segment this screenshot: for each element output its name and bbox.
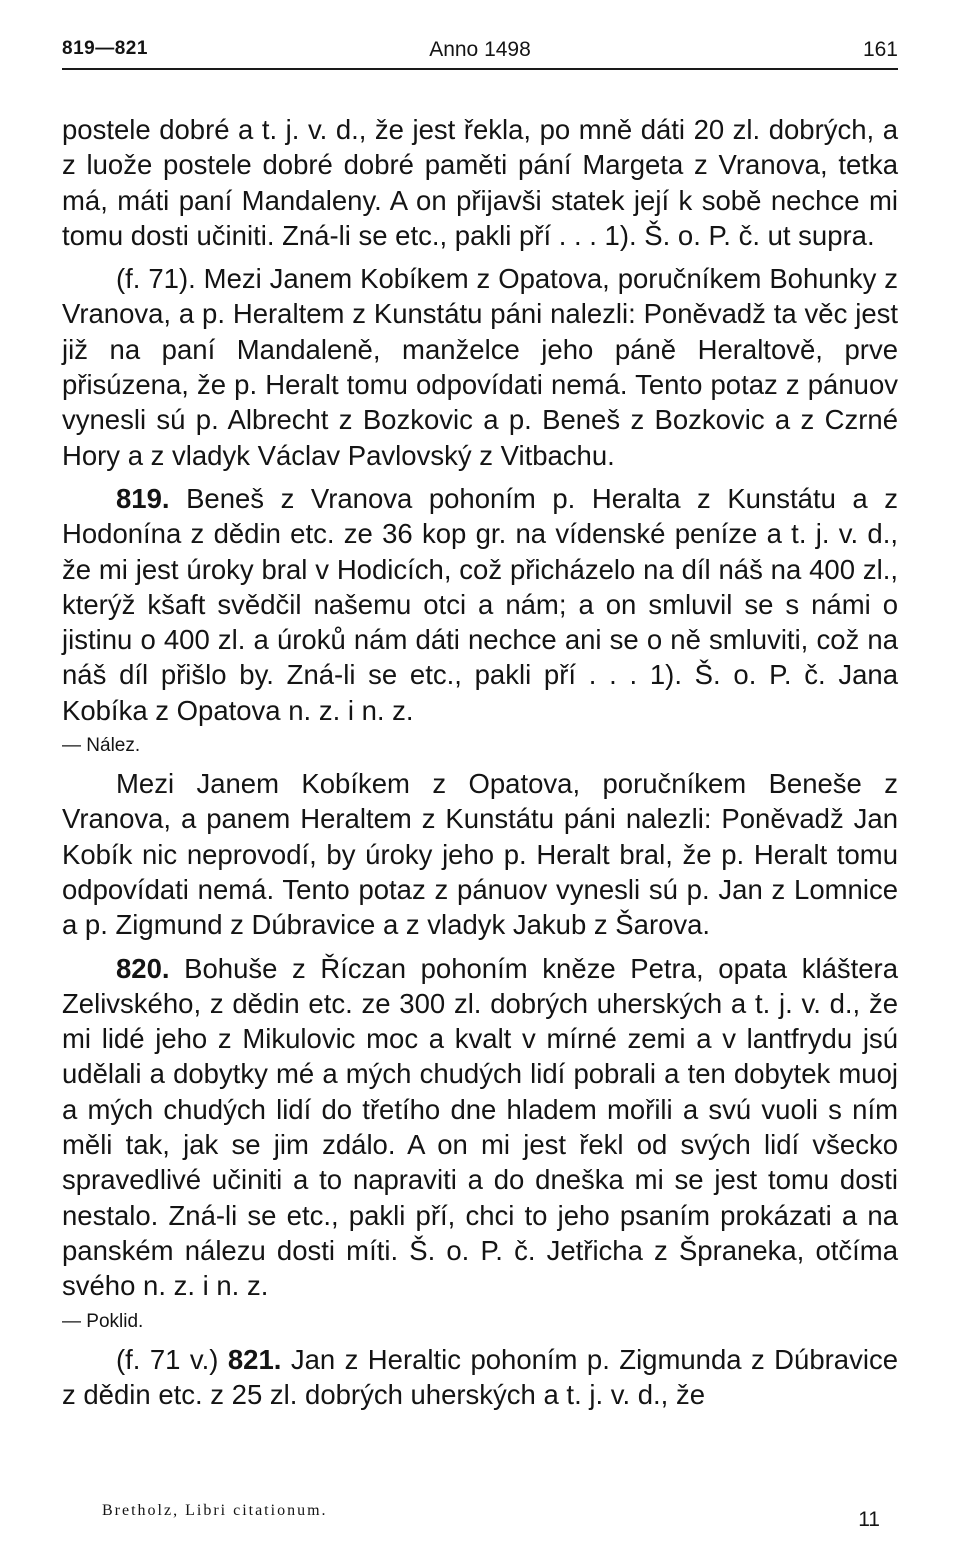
verdict-label: — Nález. [62, 735, 141, 757]
entry-820 [62, 951, 898, 1304]
paragraph-text: Jan z Heraltic pohoním p. Zigmunda z Dúbravice z dědin etc. z 25 zl. dobrých uherských a t. j. v. d., že [62, 1343, 898, 1410]
page-number: 161 [862, 38, 898, 61]
source-citation: Bretholz, Libri citationum. [102, 1502, 328, 1519]
paragraph-continuation [62, 112, 898, 253]
verdict-label-poklid [62, 1308, 898, 1336]
paragraph-text: Mezi Janem Kobíkem z Opatova, poručníkem Beneše z Vranova, a panem Heraltem z Kunstátu páni nalezli: Poněvadž Jan Kobík nic neprovodí, by úroky jeho p. Heralt bral, že p. Heralt tomu odpovídati nemá. Tento potaz z pánuov vynesli sú p. Jan z Lomnice a p. Zigmund z Dúbravice a z vladyk Jakub z Šarova. [62, 768, 898, 941]
entry-number: 819. [116, 482, 170, 514]
book-page [62, 26, 898, 1412]
paragraph-text: Beneš z Vranova pohoním p. Heralta z Kunstátu a z Hodonína z dědin etc. ze 36 kop gr. na vídenské peníze a t. j. v. d., že mi jest úroky bral v Hodicích, což přicházelo na díl náš na 400 zl., kterýž kšaft svědčil našemu otci a nám; a on smluvil se s námi o jistinu o 400 zl. a úroků nám dáti nechce ani se o ně smluviti, což na náš díl přišlo by. Zná-li se etc., pakli pří . . . 1). Š. o. P. č. Jana Kobíka z Opatova n. z. i n. z. [62, 482, 898, 726]
entry-821 [62, 1342, 898, 1413]
folio-ref: (f. 71). [116, 263, 196, 295]
paragraph-text: Mezi Janem Kobíkem z Opatova, poručníkem Bohunky z Vranova, a p. Heraltem z Kunstátu páni nalezli: Poněvadž ta věc jest již na paní Mandaleně, manželce jeho páně Heraltově, prve přisúzena, že p. Heralt tomu odpovídati nemá. Tento potaz z pánuov vynesli sú p. Albrecht z Bozkovic a p. Beneš z Bozkovic a z Czrné Hory a z vladyk Václav Pavlovský z Vitbachu. [62, 263, 898, 471]
paragraph-folio-71 [62, 261, 898, 473]
paragraph-text: Bohuše z Říczan pohoním kněze Petra, opata kláštera Zelivského, z dědin etc. ze 300 zl. dobrých uherských a t. j. v. d., že mi lidé jeho z Mikulovic moc a kvalt v mírné zemi a v lantfrydu jsú udělali a dobytky mé a mých chudých lidí pobrali a ten dobytek muoj a mých chudých lidí do třetího dne hladem mořili a svú vuoli s ním měli tak, jak se jim zdálo. A on mi jest řekl od svých lidí všecko spravedlivé učiniti a to napraviti a do dneška mi se jest tomu dosti nestalo. Zná-li se etc., pakli pří, chci to jeho psaním prokázati a na panském nálezu dosti míti. Š. o. P. č. Jetřicha z Špraneka, otčíma svého n. z. i n. z. [62, 952, 898, 1302]
entry-number: 821. [227, 1343, 282, 1375]
running-header [62, 26, 898, 70]
folio-ref: (f. 71 v.) [116, 1343, 219, 1375]
verdict-label: — Poklid. [62, 1310, 144, 1332]
entry-819 [62, 481, 898, 728]
page-body [62, 112, 898, 1412]
header-title: Anno 1498 [429, 38, 531, 61]
entry-number: 820. [116, 952, 170, 984]
entry-range: 819—821 [62, 38, 148, 59]
paragraph-verdict-819 [62, 766, 898, 942]
signature-mark: 11 [858, 1508, 880, 1531]
paragraph-text: postele dobré a t. j. v. d., že jest řekla, po mně dáti 20 zl. dobrých, a z luože postele dobré dobré paměti pání Margeta z Vranova, tetka má, máti paní Mandaleny. A on přijavši statek její k sobě nechce mi tomu dosti učiniti. Zná-li se etc., pakli pří . . . 1). Š. o. P. č. ut supra. [62, 114, 898, 251]
verdict-label-nalez [62, 732, 898, 760]
